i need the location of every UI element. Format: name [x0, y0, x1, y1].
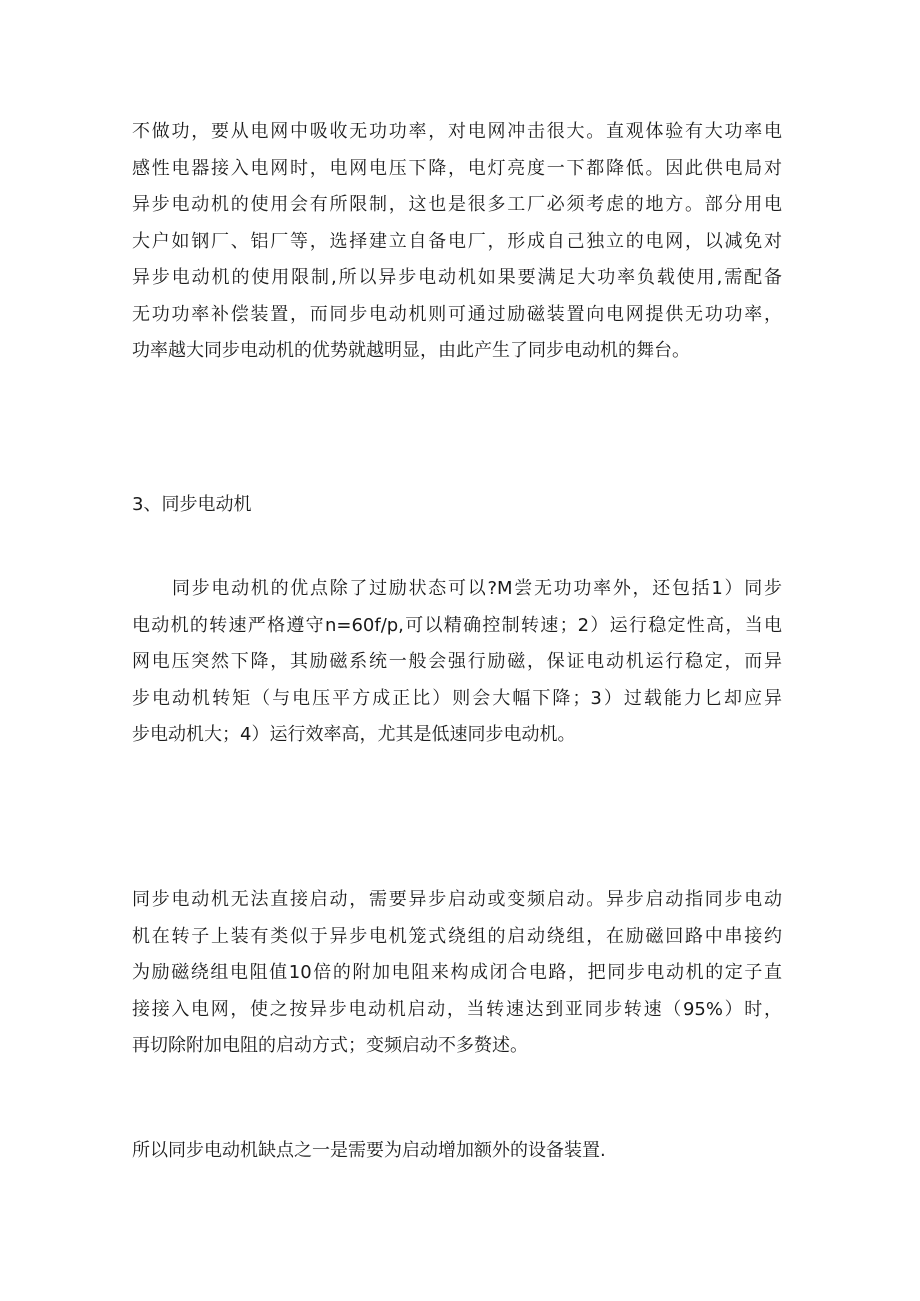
text-line: 异步电动机的使用会有所限制，这也是很多工厂必须考虑的地方。部分用电 — [132, 194, 782, 215]
text-line: 不做功，要从电网中吸收无功功率，对电网冲击很大。直观体验有大功率电 — [132, 121, 782, 142]
text-line: 大户如钢厂、铝厂等，选择建立自备电厂，形成自己独立的电网，以减免对 — [132, 230, 782, 252]
text-line: 再切除附加电阻的启动方式；变频启动不多赘述。 — [132, 1035, 528, 1056]
section-heading: 3、同步电动机 — [132, 494, 252, 515]
text-line: 所以同步电动机缺点之一是需要为启动增加额外的设备装置. — [132, 1140, 606, 1161]
text-line: 步电动机大；4）运行效率高，尤其是低速同步电动机。 — [132, 724, 576, 745]
text-line: 网电压突然下降，其励磁系统一般会强行励磁，保证电动机运行稳定，而异 — [132, 651, 782, 672]
text-line: 同步电动机的优点除了过励状态可以?M尝无功功率外，还包括1）同步 — [172, 578, 782, 599]
text-line: 功率越大同步电动机的优势就越明显，由此产生了同步电动机的舞台。 — [132, 340, 690, 361]
paragraph-reactive-power — [132, 114, 782, 370]
text-line: 机在转子上装有类似于异步电机笼式绕组的启动绕组，在励磁回路中串接约 — [132, 925, 782, 947]
text-line: 电动机的转速严格遵守n=60f/p,可以精确控制转速；2）运行稳定性高，当电 — [132, 614, 782, 636]
paragraph-advantages — [132, 571, 782, 754]
text-line: 为励磁绕组电阻值10倍的附加电阻来构成闭合电路，把同步电动机的定子直 — [132, 962, 782, 983]
text-line: 步电动机转矩（与电压平方成正比）则会大幅下降；3）过载能力匕却应异 — [132, 687, 782, 709]
paragraph-startup — [132, 882, 782, 1065]
text-line: 无功功率补偿装置，而同步电动机则可通过励磁装置向电网提供无功功率， — [132, 303, 782, 325]
paragraph-conclusion — [132, 1133, 782, 1170]
text-line: 同步电动机无法直接启动，需要异步启动或变频启动。异步启动指同步电动 — [132, 889, 782, 910]
text-line: 感性电器接入电网时，电网电压下降，电灯亮度一下都降低。因此供电局对 — [132, 157, 782, 179]
text-line: 异步电动机的使用限制,所以异步电动机如果要满足大功率负载使用,需配备 — [132, 267, 782, 288]
text-line: 接接入电网，使之按异步电动机启动，当转速达到亚同步转速（95%）时， — [132, 998, 782, 1020]
